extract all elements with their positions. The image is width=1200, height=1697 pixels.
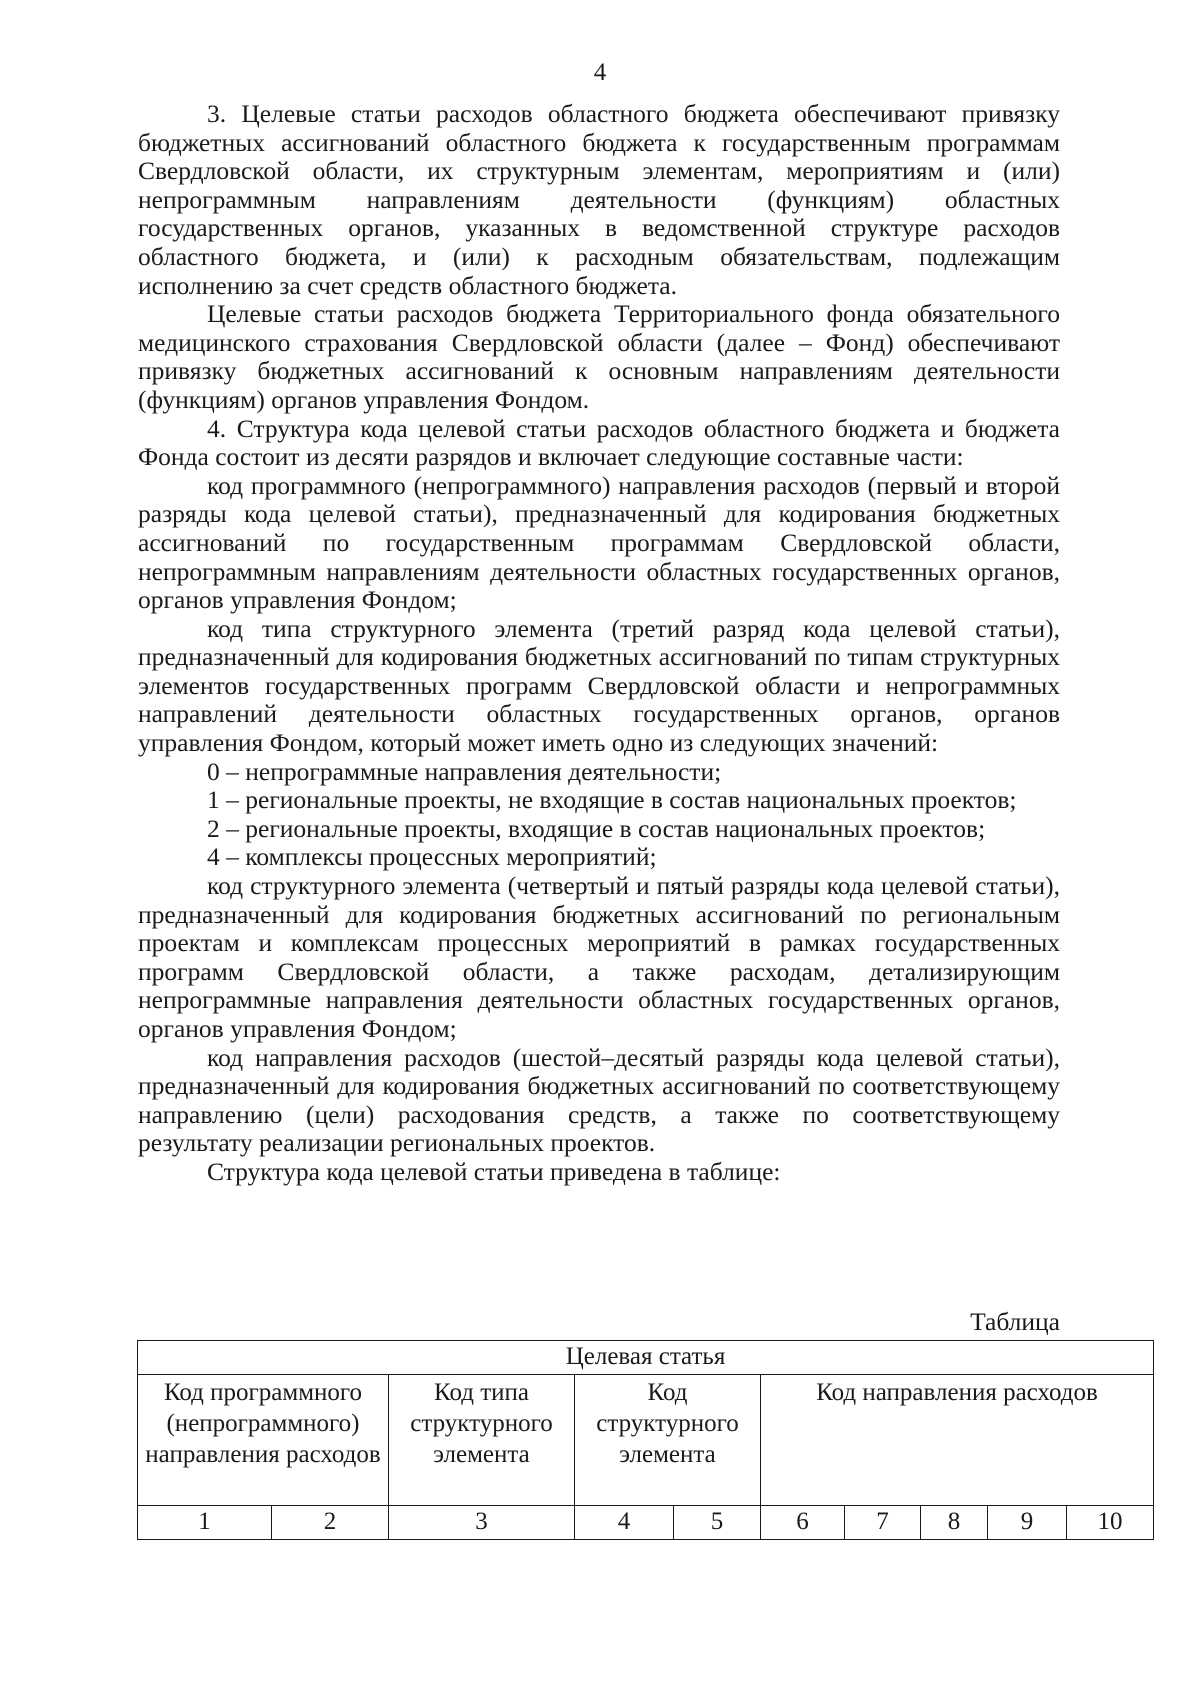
digit-cell: 5 [674,1506,761,1540]
document-body [138,100,1060,1187]
table-caption: Таблица [970,1307,1060,1336]
expense-direction-code-cell: Код направления расходов [761,1375,1154,1506]
page-number: 4 [593,59,607,86]
program-direction-code-cell: Код программного (непрограммного) направления расходов [138,1375,389,1506]
paragraph: код структурного элемента (четвертый и пятый разряды кода целевой статьи), предназначенный для кодирования бюджетных ассигнований по региональным проектам и комплексам процессных мероприятий в рамках государственных программ Свердловской области, а также расходам, детализирующим непрограммные направления деятельности областных государственных органов, органов управления Фондом; [138,871,1060,1043]
digit-cell: 2 [272,1506,389,1540]
list-item: 2 – региональные проекты, входящие в состав национальных проектов; [207,813,986,843]
paragraph: код направления расходов (шестой–десятый разряды кода целевой статьи), предназначенный для кодирования бюджетных ассигнований по соответствующему направлению (цели) расходования средств, а также по соответствующему результату реализации региональных проектов. [138,1042,1060,1158]
digit-cell: 10 [1067,1506,1154,1540]
digit-cell: 7 [845,1506,921,1540]
digit-cell: 3 [389,1506,575,1540]
digit-cell: 1 [138,1506,272,1540]
paragraph: код программного (непрограммного) направления расходов (первый и второй разряды кода целевой статьи), предназначенный для кодирования бюджетных ассигнований по государственным программам Свердловской области, непрограммным направлениям деятельности областных государственных органов, органов управления Фондом; [138,470,1060,615]
target-article-structure-table [137,1340,1154,1540]
list-item: 1 – региональные проекты, не входящие в состав национальных проектов; [207,785,1017,815]
paragraph: Целевые статьи расходов бюджета Территориального фонда обязательного медицинского страхования Свердловской области (далее – Фонд) обеспечивают привязку бюджетных ассигнований к основным направлениям деятельности (функциям) органов управления Фондом. [138,299,1060,414]
list-item: 4 – комплексы процессных мероприятий; [207,842,657,872]
list-item: 0 – непрограммные направления деятельности; [207,756,722,786]
paragraph: 4. Структура кода целевой статьи расходов областного бюджета и бюджета Фонда состоит из десяти разрядов и включает следующие составные части: [138,413,1060,472]
paragraph: 3. Целевые статьи расходов областного бюджета обеспечивают привязку бюджетных ассигнований областного бюджета к государственным программам Свердловской области, их структурным элементам, мероприятиям и (или) непрограммным направлениям деятельности (функциям) областных государственных органов, указанных в ведомственной структуре расходов областного бюджета, и (или) к расходным обязательствам, подлежащим исполнению за счет средств областного бюджета. [138,99,1060,300]
paragraph: код типа структурного элемента (третий разряд кода целевой статьи), предназначенный для кодирования бюджетных ассигнований по типам структурных элементов государственных программ Свердловской области и непрограммных направлений деятельности областных государственных органов, органов управления Фондом, который может иметь одно из следующих значений: [138,613,1060,758]
digit-cell: 8 [921,1506,988,1540]
table-header-cell: Целевая статья [138,1341,1154,1375]
element-code-cell: Код структурного элемента [575,1375,761,1506]
digit-cell: 9 [988,1506,1067,1540]
element-type-code-cell: Код типа структурного элемента [389,1375,575,1506]
digit-cell: 4 [575,1506,674,1540]
digit-cell: 6 [761,1506,845,1540]
paragraph: Структура кода целевой статьи приведена в таблице: [207,1156,781,1186]
